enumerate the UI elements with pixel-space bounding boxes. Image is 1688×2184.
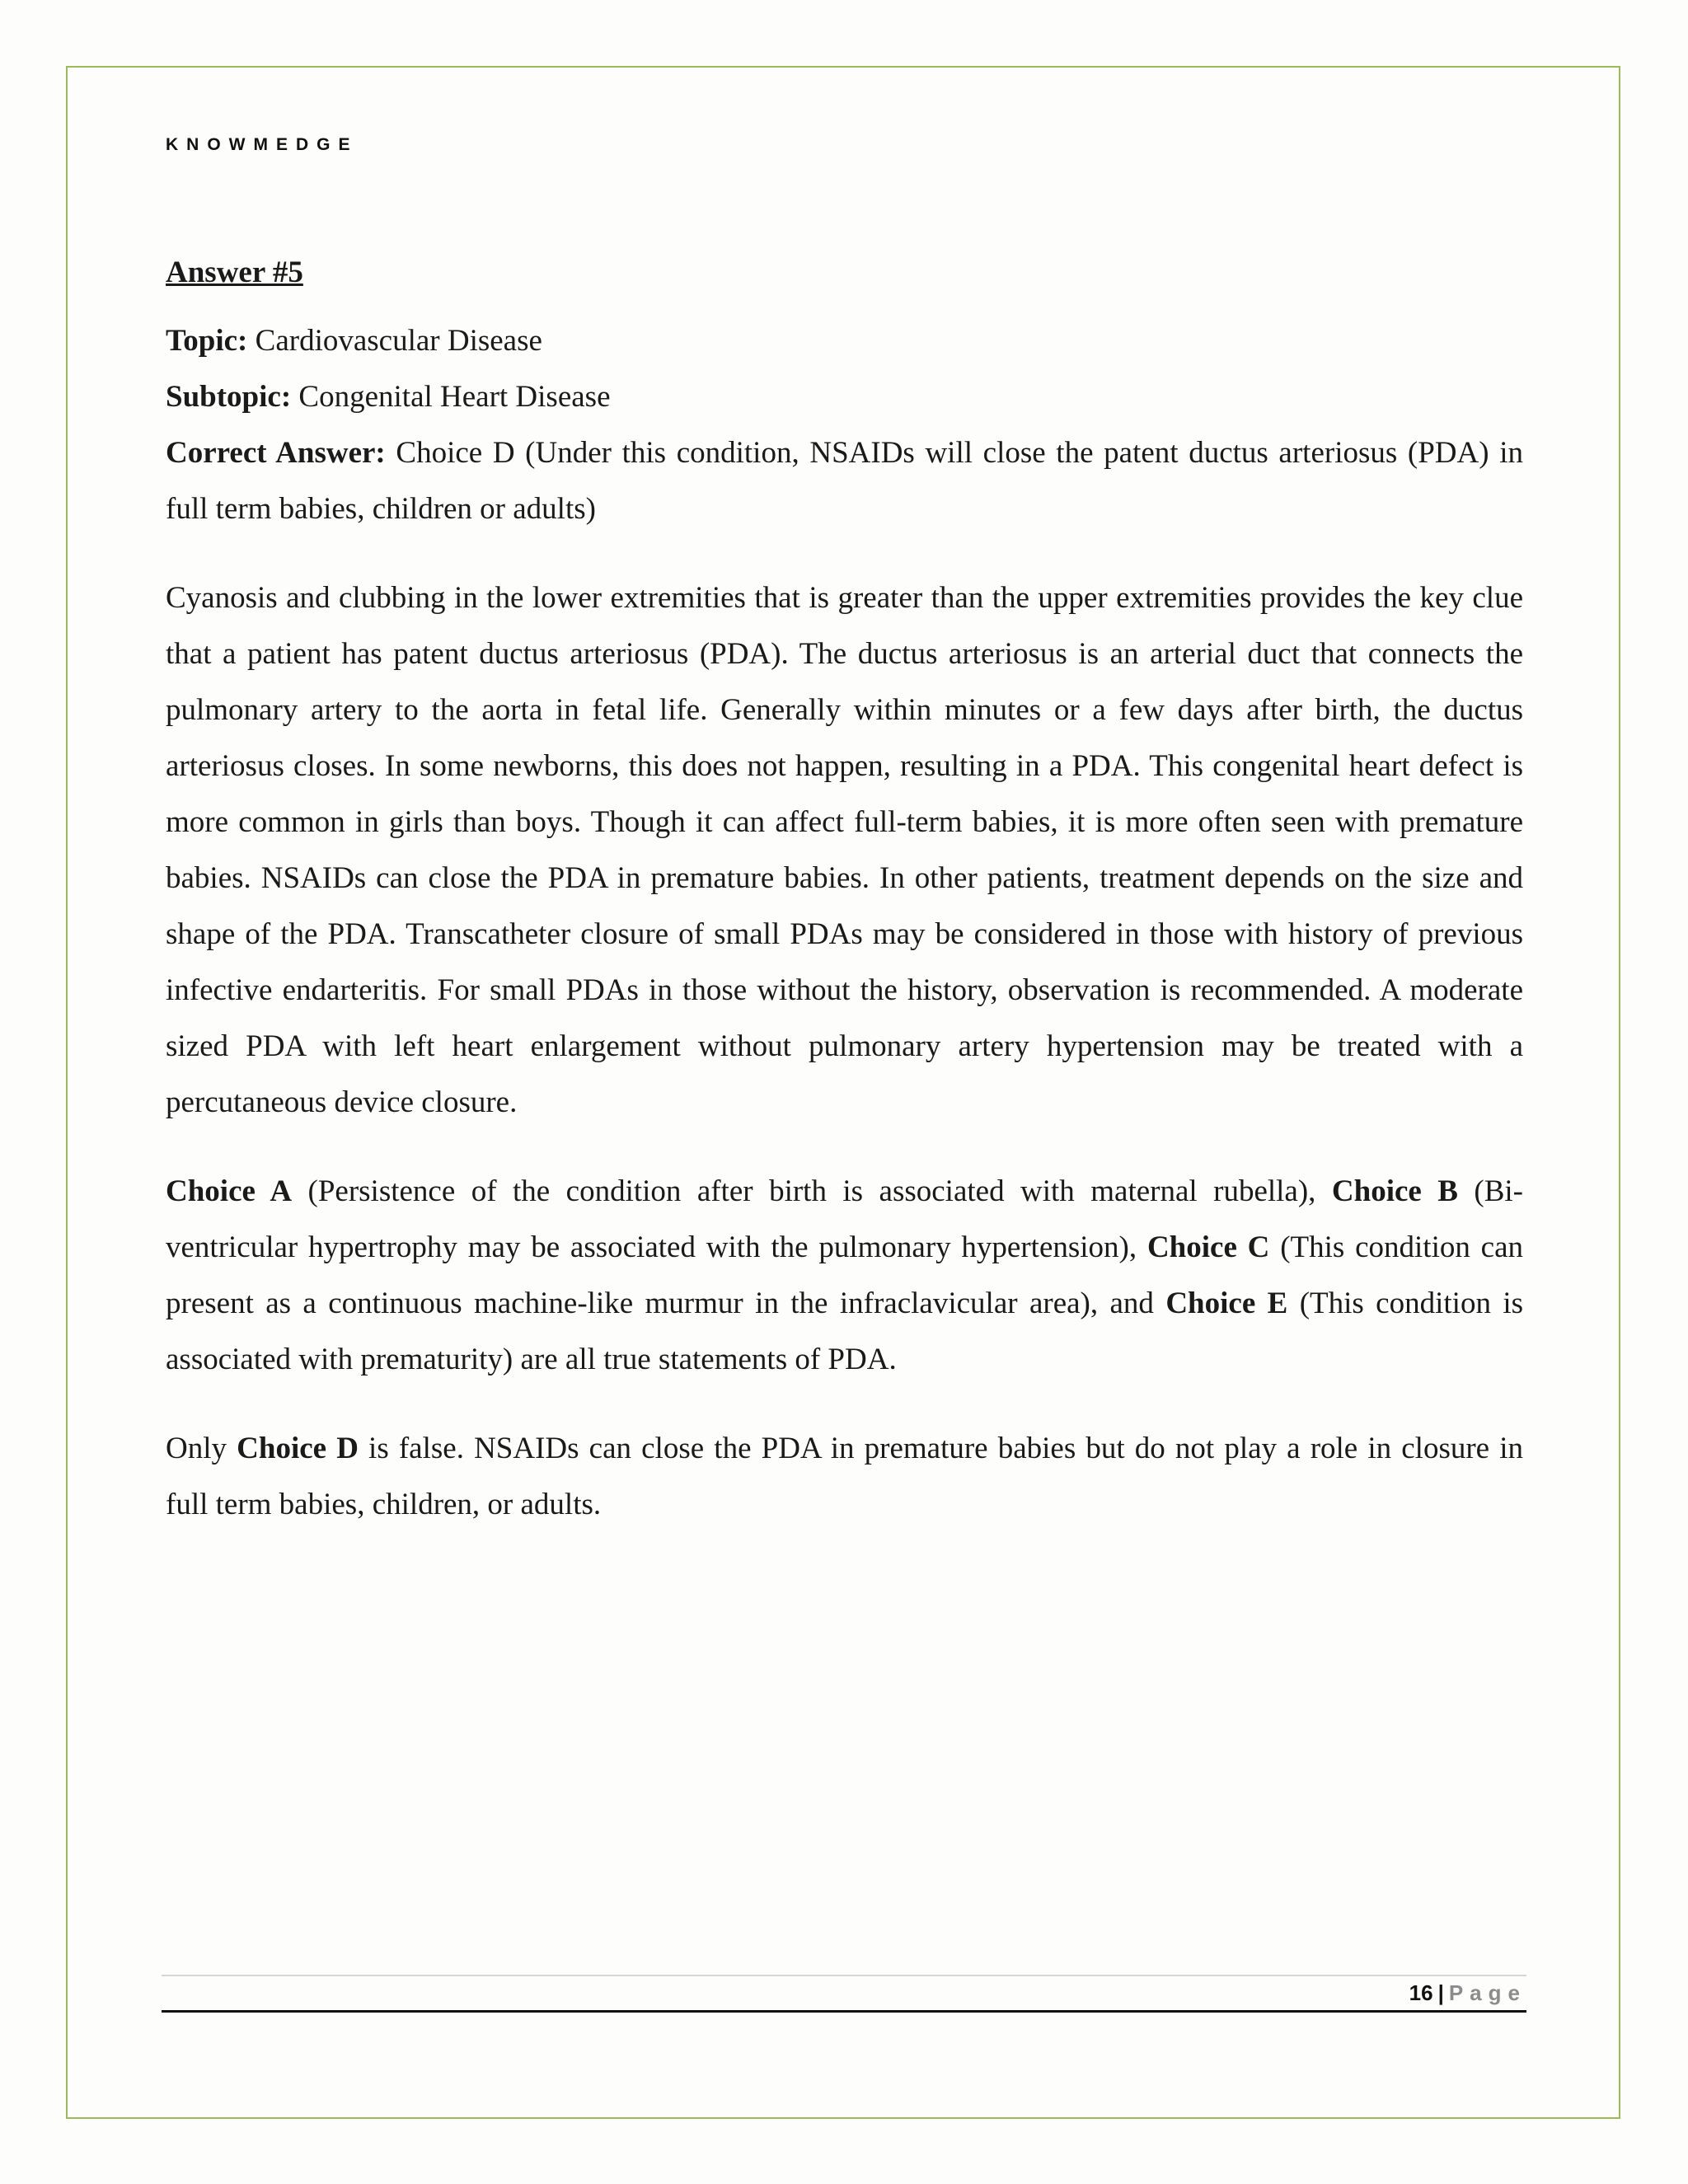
brand-header: KNOWMEDGE	[166, 135, 359, 154]
answer-heading: Answer #5	[166, 255, 303, 289]
subtopic-line	[166, 369, 1523, 425]
answer-content	[166, 245, 1523, 1533]
choice-c-label: Choice C	[1146, 1230, 1270, 1264]
correct-answer-label: Correct Answer:	[166, 436, 386, 470]
correct-answer-value: Choice D (Under this condition, NSAIDs will close the patent ductus arteriosus (PDA) in full term babies, children or adults)	[166, 436, 1523, 526]
choice-b-label: Choice B	[1331, 1174, 1458, 1208]
page-number	[1409, 1978, 1526, 2008]
explanation-paragraph: Cyanosis and clubbing in the lower extremities that is greater than the upper extremities provides the key clue that a patient has patent ductus arteriosus (PDA). The ductus arteriosus is an arterial duct that connects the pulmonary artery to the aorta in fetal life. Generally within minutes or a few days after birth, the ductus arteriosus closes. In some newborns, this does not happen, resulting in a PDA. This congenital heart defect is more common in girls than boys. Though it can affect full-term babies, it is more often seen with premature babies. NSAIDs can close the PDA in premature babies. In other patients, treatment depends on the size and shape of the PDA. Transcatheter closure of small PDAs may be considered in those with history of previous infective endarteritis. For small PDAs in those without the history, observation is recommended. A moderate sized PDA with left heart enlargement without pulmonary artery hypertension may be treated with a percutaneous device closure.	[166, 581, 1523, 1119]
conclusion-paragraph	[166, 1421, 1523, 1533]
topic-line	[166, 313, 1523, 369]
conclusion-lead: Only	[166, 1432, 237, 1465]
choice-e-label: Choice E	[1165, 1286, 1288, 1320]
subtopic-value: Congenital Heart Disease	[291, 380, 611, 414]
conclusion-rest: is false. NSAIDs can close the PDA in premature babies but do not play a role in closure in full term babies, children, or adults.	[166, 1432, 1524, 1521]
choice-d-label: Choice D	[237, 1432, 359, 1465]
topic-value: Cardiovascular Disease	[247, 324, 542, 358]
footer-rule-light	[162, 1975, 1526, 1976]
subtopic-label: Subtopic:	[166, 380, 292, 414]
choice-a-label: Choice A	[166, 1174, 293, 1208]
choice-e-text: (This condition is associated with prematurity) are all true statements of PDA.	[166, 1286, 1524, 1376]
correct-answer-line	[166, 425, 1523, 537]
other-choices-paragraph	[166, 1164, 1523, 1388]
choice-c-text: (This condition can present as a continuous machine-like murmur in the infraclavicular area), and	[166, 1230, 1523, 1320]
page-word: Page	[1448, 1980, 1526, 2005]
topic-label: Topic:	[166, 324, 248, 358]
choice-b-text: (Bi-ventricular hypertrophy may be associated with the pulmonary hypertension),	[166, 1174, 1524, 1264]
page-number-value: 16	[1409, 1980, 1433, 2005]
choice-a-text: (Persistence of the condition after birth is associated with maternal rubella),	[292, 1174, 1332, 1208]
footer-rule-dark	[162, 2010, 1526, 2013]
page-number-separator: |	[1437, 1980, 1444, 2005]
